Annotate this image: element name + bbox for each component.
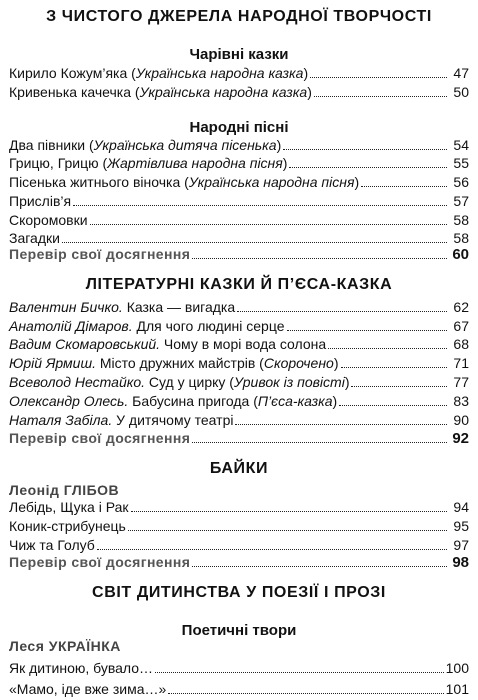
dot-leader	[351, 386, 447, 387]
toc-entry[interactable]	[9, 297, 469, 316]
entry-title: Кирило Кожум’яка (Українська народна казка)	[9, 65, 309, 81]
entry-author: Всеволод Нестайко.	[9, 374, 146, 390]
dot-leader	[283, 149, 447, 150]
toc-entry[interactable]	[9, 658, 469, 677]
entry-title: Вадим Скомаровський. Чому в морі вода солона	[9, 336, 327, 352]
dot-leader	[328, 348, 447, 349]
toc-entry[interactable]	[9, 63, 469, 82]
page-number: 55	[453, 155, 469, 171]
entry-subtitle: Українська народна казка	[135, 65, 304, 81]
subsection-heading: Поетичні твори	[181, 622, 297, 639]
page-number: 58	[453, 230, 469, 246]
dot-leader	[361, 186, 447, 187]
page-number: 54	[453, 137, 469, 153]
entry-title: Юрій Ярмиш. Місто дружних майстрів (Скорочено)	[9, 355, 339, 371]
toc-entry[interactable]	[9, 210, 469, 229]
page-number: 62	[453, 299, 469, 315]
entry-title: Анатолій Дімаров. Для чого людині серце	[9, 318, 285, 334]
entry-subtitle: Українська дитяча пісенька	[93, 137, 277, 153]
page-number: 47	[453, 65, 469, 81]
page-number: 67	[453, 318, 469, 334]
entry-title: Олександр Олесь. Бабусина пригода (П’єса-казка)	[9, 393, 338, 409]
dot-leader	[73, 205, 447, 206]
dot-leader	[287, 330, 448, 331]
entry-title: Перевір свої досягнення	[9, 430, 191, 446]
entry-title: «Мамо, іде вже зима…»	[9, 681, 167, 697]
section-heading: ЛІТЕРАТУРНІ КАЗКИ Й П’ЄСА-КАЗКА	[85, 276, 393, 293]
dot-leader	[62, 242, 447, 243]
toc-entry[interactable]	[9, 153, 469, 172]
author-name: Леонід ГЛІБОВ	[9, 482, 120, 498]
dot-leader	[339, 405, 447, 406]
page-number: 101	[445, 681, 469, 697]
entry-subtitle: Українська народна пісня	[188, 174, 355, 190]
entry-subtitle: Жартівлива народна пісня	[107, 155, 283, 171]
entry-title: Пісенька житнього віночка (Українська народна пісня)	[9, 174, 360, 190]
page-number: 94	[453, 499, 469, 515]
entry-title: Два півники (Українська дитяча пісенька)	[9, 137, 282, 153]
section-heading: З ЧИСТОГО ДЖЕРЕЛА НАРОДНОЇ ТВОРЧОСТІ	[46, 8, 432, 25]
dot-leader	[310, 77, 447, 78]
toc-entry[interactable]	[9, 172, 469, 191]
dot-leader	[192, 258, 447, 259]
self-check-entry[interactable]	[9, 244, 469, 263]
page-number: 57	[453, 193, 469, 209]
toc-entry[interactable]	[9, 391, 469, 410]
entry-title: Грицю, Грицю (Жартівлива народна пісня)	[9, 155, 288, 171]
subsection-heading: Чарівні казки	[189, 46, 289, 63]
page-number: 71	[453, 355, 469, 371]
entry-title: Скоромовки	[9, 212, 88, 228]
entry-title: Чиж та Голуб	[9, 537, 95, 553]
section-heading: БАЙКИ	[209, 460, 269, 477]
page-number: 100	[445, 660, 469, 676]
toc-entry[interactable]	[9, 334, 469, 353]
dot-leader	[168, 693, 443, 694]
dot-leader	[314, 96, 447, 97]
entry-author: Валентин Бичко.	[9, 299, 123, 315]
entry-author: Олександр Олесь.	[9, 393, 129, 409]
toc-entry[interactable]	[9, 410, 469, 429]
toc-entry[interactable]	[9, 82, 469, 101]
toc-entry[interactable]	[9, 497, 469, 516]
dot-leader	[131, 511, 447, 512]
entry-author: Наталя Забіла.	[9, 412, 113, 428]
entry-title: Як дитиною, бувало…	[9, 660, 154, 676]
subsection-heading: Народні пісні	[189, 119, 289, 136]
toc-entry[interactable]	[9, 372, 469, 391]
page-number: 50	[453, 84, 469, 100]
dot-leader	[128, 530, 447, 531]
toc-entry[interactable]	[9, 679, 469, 698]
entry-title: Кривенька качечка (Українська народна казка)	[9, 84, 312, 100]
self-check-entry[interactable]	[9, 552, 469, 571]
dot-leader	[289, 167, 447, 168]
entry-title: Прислів’я	[9, 193, 72, 209]
dot-leader	[237, 311, 447, 312]
page-number: 98	[452, 554, 469, 571]
entry-title: Наталя Забіла. У дитячому театрі	[9, 412, 234, 428]
entry-title: Валентин Бичко. Казка — вигадка	[9, 299, 236, 315]
page-number: 56	[453, 174, 469, 190]
entry-title: Всеволод Нестайко. Суд у цирку (Уривок із повісті)	[9, 374, 350, 390]
page-number: 92	[452, 430, 469, 447]
section-heading: СВІТ ДИТИНСТВА У ПОЕЗІЇ І ПРОЗІ	[92, 584, 386, 601]
dot-leader	[155, 672, 444, 673]
dot-leader	[341, 367, 448, 368]
entry-subtitle: Уривок із повісті	[233, 374, 345, 390]
self-check-entry[interactable]	[9, 428, 469, 447]
entry-title: Лебідь, Щука і Рак	[9, 499, 129, 515]
entry-title: Коник-стрибунець	[9, 518, 126, 534]
entry-title: Перевір свої досягнення	[9, 246, 191, 262]
author-name: Леся УКРАЇНКА	[9, 638, 121, 654]
dot-leader	[90, 224, 447, 225]
dot-leader	[235, 424, 447, 425]
page-number: 77	[453, 374, 469, 390]
entry-author: Вадим Скомаровський.	[9, 336, 161, 352]
toc-entry[interactable]	[9, 516, 469, 535]
dot-leader	[192, 442, 447, 443]
entry-title: Загадки	[9, 230, 60, 246]
page-number: 95	[453, 518, 469, 534]
entry-author: Анатолій Дімаров.	[9, 318, 133, 334]
entry-subtitle: Українська народна казка	[139, 84, 308, 100]
page-number: 68	[453, 336, 469, 352]
page-number: 83	[453, 393, 469, 409]
page-number: 58	[453, 212, 469, 228]
dot-leader	[97, 549, 447, 550]
entry-subtitle: П’єса-казка	[257, 393, 333, 409]
toc-entry[interactable]	[9, 316, 469, 335]
entry-author: Юрій Ярмиш.	[9, 355, 96, 371]
page-number: 97	[453, 537, 469, 553]
toc-entry[interactable]	[9, 353, 469, 372]
toc-entry[interactable]	[9, 191, 469, 210]
toc-entry[interactable]	[9, 135, 469, 154]
page-number: 60	[452, 246, 469, 263]
dot-leader	[192, 566, 447, 567]
entry-title: Перевір свої досягнення	[9, 554, 191, 570]
page-number: 90	[453, 412, 469, 428]
entry-subtitle: Скорочено	[263, 355, 334, 371]
